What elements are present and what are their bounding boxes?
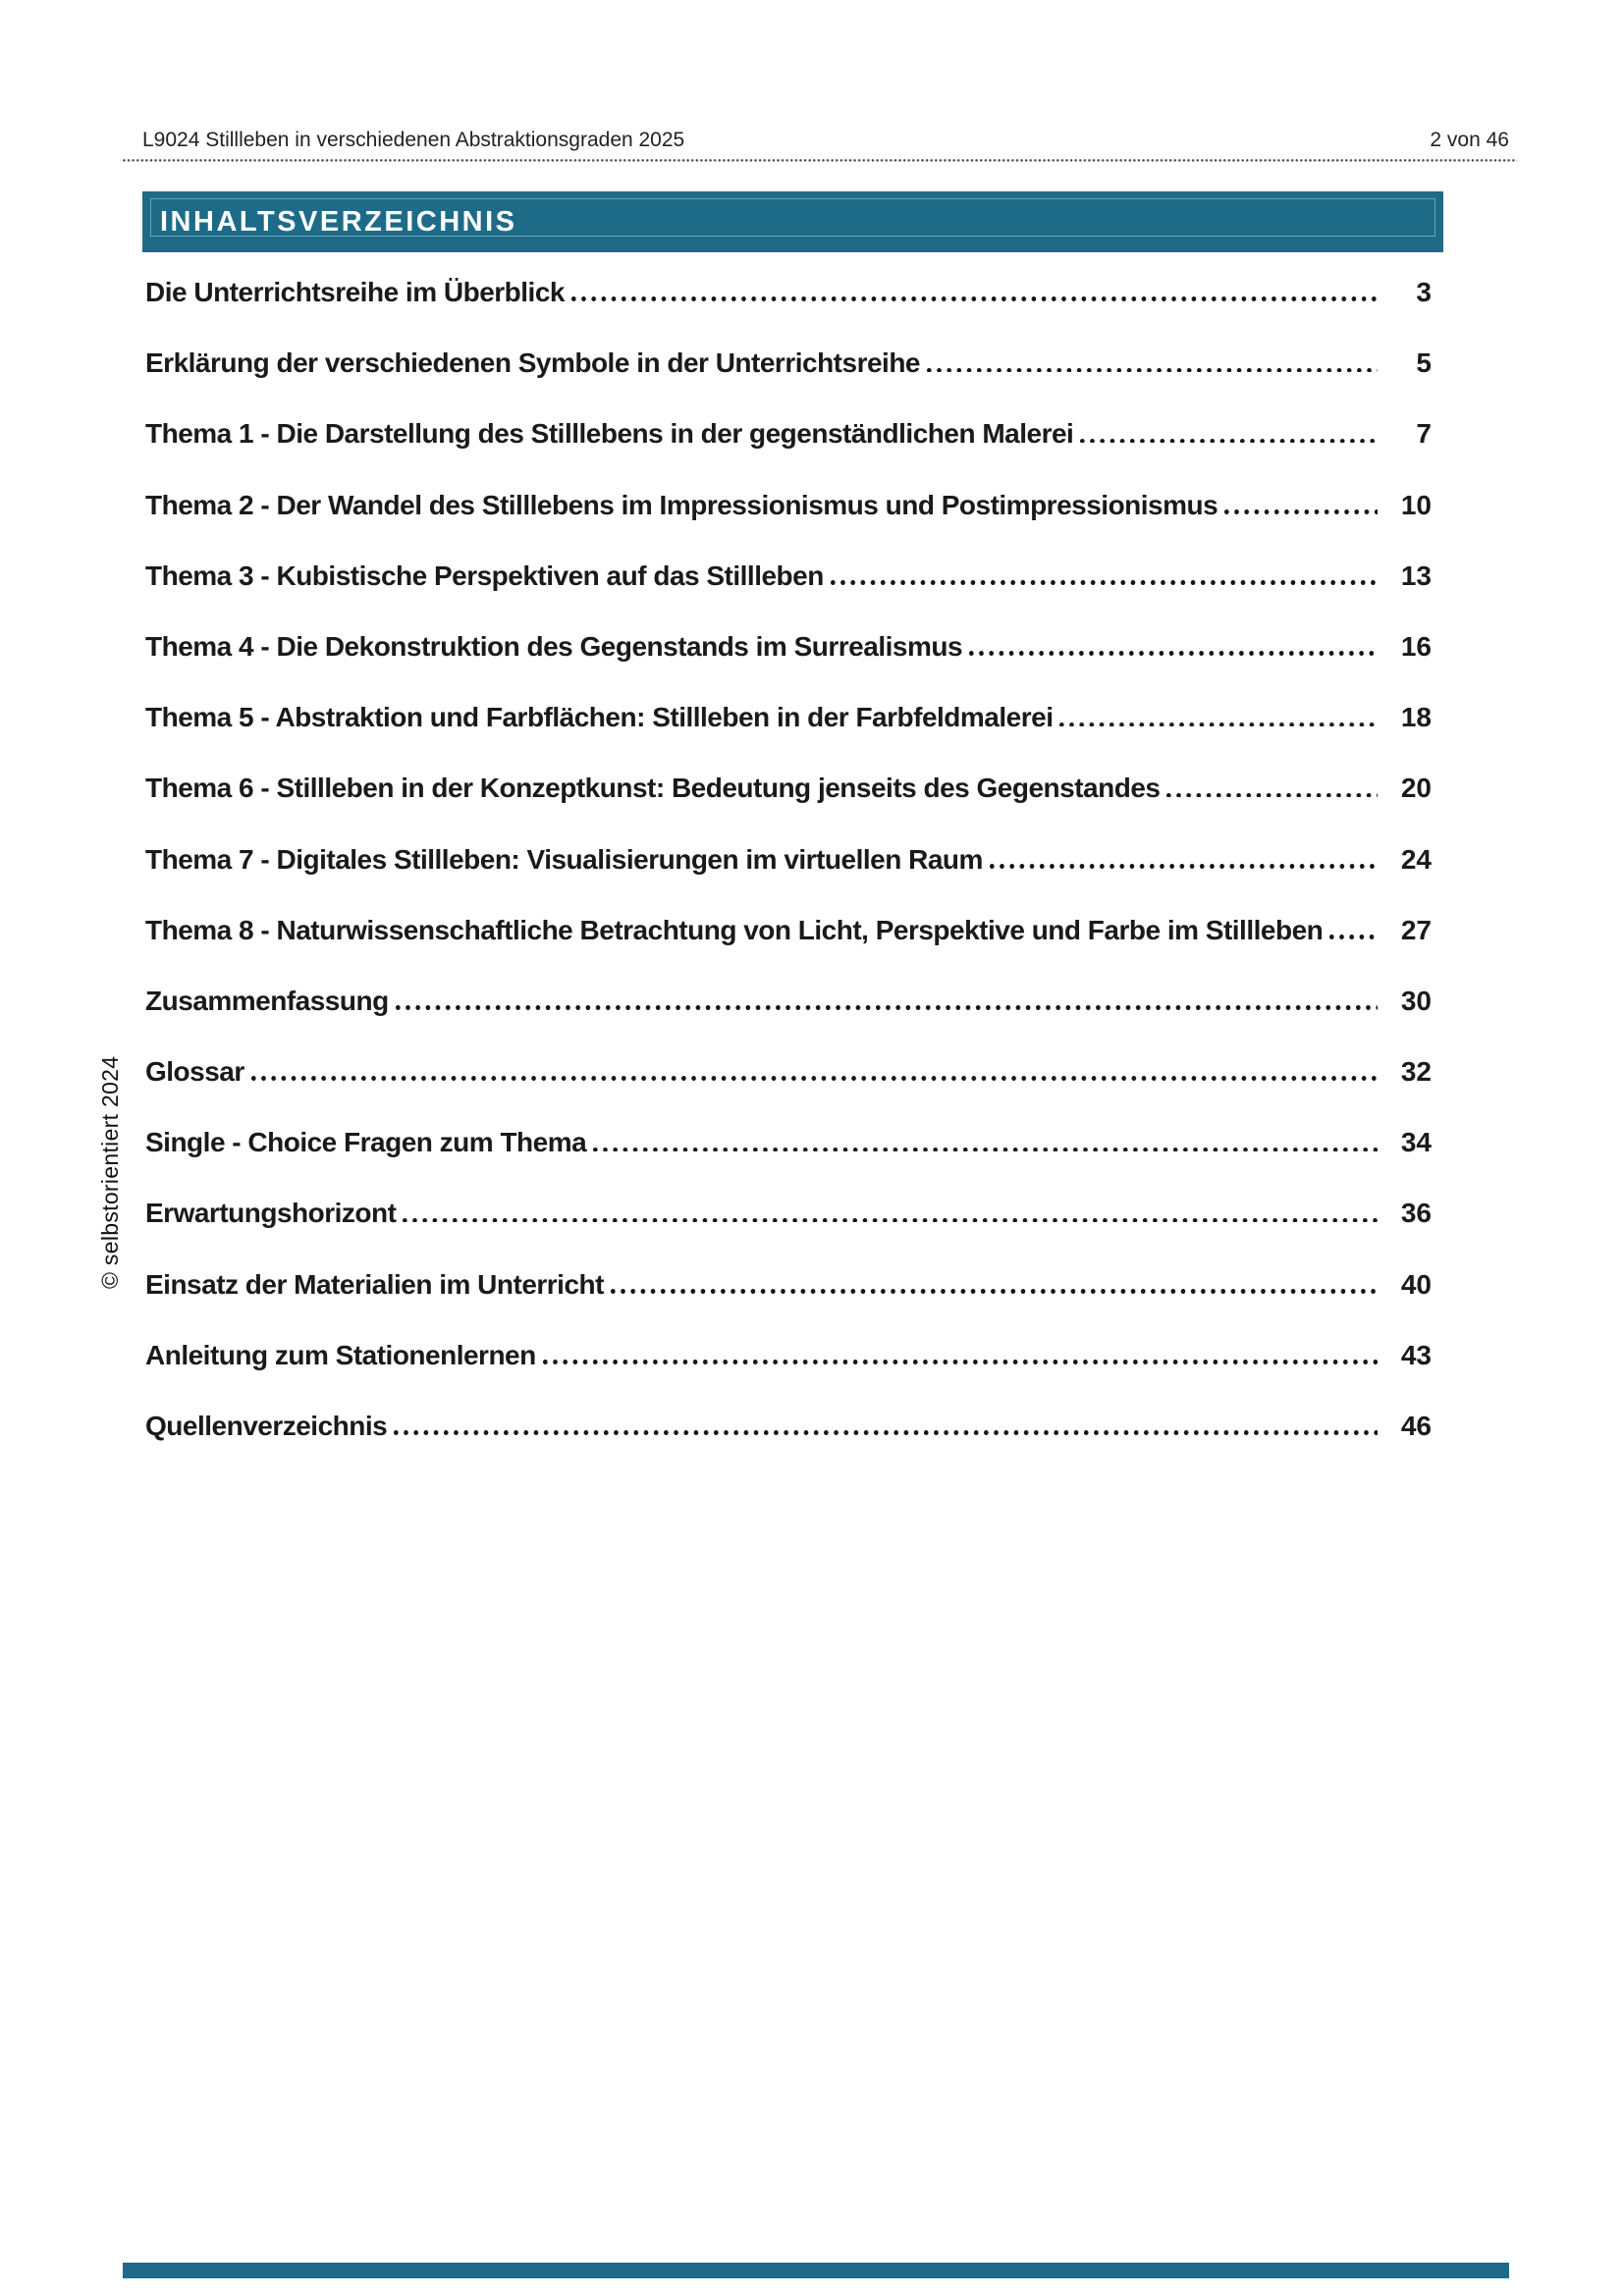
toc-list xyxy=(145,257,1432,1462)
toc-entry[interactable] xyxy=(145,328,1432,399)
header-divider xyxy=(123,159,1517,162)
toc-entry-page-number: 40 xyxy=(1400,1268,1432,1300)
toc-entry[interactable] xyxy=(145,470,1432,541)
toc-entry[interactable] xyxy=(145,541,1432,612)
toc-entry-page-number: 34 xyxy=(1400,1127,1432,1158)
toc-entry[interactable] xyxy=(145,1178,1432,1249)
toc-entry-label: Erwartungshorizont xyxy=(145,1198,397,1229)
toc-entry-label: Thema 1 - Die Darstellung des Stilllebens in der gegenständlichen Malerei xyxy=(145,418,1074,450)
toc-dot-leader xyxy=(1166,793,1378,798)
toc-entry-label: Thema 2 - Der Wandel des Stilllebens im Impressionismus und Postimpressionismus xyxy=(145,489,1218,520)
toc-entry-label: Quellenverzeichnis xyxy=(145,1411,388,1441)
toc-entry-page-number: 46 xyxy=(1400,1411,1432,1441)
toc-entry-label: Glossar xyxy=(145,1056,244,1088)
toc-entry-label: Thema 5 - Abstraktion und Farbflächen: Stillleben in der Farbfeldmalerei xyxy=(145,702,1054,733)
toc-entry-label: Die Unterrichtsreihe im Überblick xyxy=(145,277,565,307)
toc-entry[interactable] xyxy=(145,1391,1432,1462)
toc-entry-page-number: 20 xyxy=(1400,773,1432,804)
toc-entry-label: Thema 7 - Digitales Stillleben: Visualisierungen im virtuellen Raum xyxy=(145,843,983,875)
toc-entry[interactable] xyxy=(145,612,1432,682)
footer-accent-bar xyxy=(123,2263,1509,2278)
toc-entry-label: Thema 3 - Kubistische Perspektiven auf das Stillleben xyxy=(145,560,824,591)
toc-dot-leader xyxy=(396,1005,1378,1010)
toc-dot-leader xyxy=(593,1148,1378,1152)
toc-dot-leader xyxy=(394,1430,1378,1435)
toc-entry-page-number: 16 xyxy=(1400,630,1432,662)
toc-entry-page-number: 18 xyxy=(1400,702,1432,733)
toc-entry-page-number: 43 xyxy=(1400,1339,1432,1370)
toc-entry[interactable] xyxy=(145,825,1432,895)
toc-dot-leader xyxy=(571,296,1378,301)
toc-entry-label: Zusammenfassung xyxy=(145,985,389,1016)
toc-entry-label: Single - Choice Fragen zum Thema xyxy=(145,1127,587,1158)
copyright-note: © selbstorientiert 2024 xyxy=(97,1055,123,1289)
toc-dot-leader xyxy=(927,368,1378,373)
toc-entry-page-number: 7 xyxy=(1416,418,1432,450)
toc-dot-leader xyxy=(611,1289,1378,1294)
page-header xyxy=(123,129,1517,162)
toc-dot-leader xyxy=(1080,439,1378,444)
toc-entry-page-number: 36 xyxy=(1400,1198,1432,1229)
toc-entry-page-number: 27 xyxy=(1400,914,1432,945)
document-title: L9024 Stillleben in verschiedenen Abstraktionsgraden 2025 xyxy=(142,129,685,151)
toc-entry-page-number: 5 xyxy=(1416,347,1432,379)
toc-entry-page-number: 24 xyxy=(1400,843,1432,875)
toc-heading-title: INHALTSVERZEICHNIS xyxy=(160,205,517,238)
toc-entry-label: Anleitung zum Stationenlernen xyxy=(145,1339,536,1370)
toc-entry[interactable] xyxy=(145,753,1432,824)
toc-entry[interactable] xyxy=(145,1107,1432,1178)
toc-entry-label: Thema 4 - Die Dekonstruktion des Gegenstands im Surrealismus xyxy=(145,630,963,662)
toc-entry[interactable] xyxy=(145,1320,1432,1391)
toc-entry[interactable] xyxy=(145,895,1432,966)
toc-entry-page-number: 10 xyxy=(1400,489,1432,520)
toc-entry-page-number: 3 xyxy=(1416,277,1432,307)
toc-entry-label: Thema 6 - Stillleben in der Konzeptkunst: Bedeutung jenseits des Gegenstandes xyxy=(145,773,1161,804)
toc-entry-page-number: 32 xyxy=(1400,1056,1432,1088)
toc-dot-leader xyxy=(543,1360,1378,1364)
toc-dot-leader xyxy=(990,864,1378,869)
toc-entry[interactable] xyxy=(145,257,1432,328)
toc-dot-leader xyxy=(251,1076,1378,1081)
toc-dot-leader xyxy=(1329,934,1378,939)
toc-entry-label: Erklärung der verschiedenen Symbole in der Unterrichtsreihe xyxy=(145,347,920,379)
toc-entry[interactable] xyxy=(145,1250,1432,1320)
toc-entry[interactable] xyxy=(145,1037,1432,1107)
toc-entry[interactable] xyxy=(145,966,1432,1037)
toc-dot-leader xyxy=(831,580,1378,585)
toc-dot-leader xyxy=(1224,509,1378,514)
toc-entry[interactable] xyxy=(145,399,1432,469)
toc-entry[interactable] xyxy=(145,682,1432,753)
toc-heading-banner xyxy=(142,191,1443,252)
toc-entry-label: Thema 8 - Naturwissenschaftliche Betrachtung von Licht, Perspektive und Farbe im Stillleben xyxy=(145,914,1324,945)
toc-entry-label: Einsatz der Materialien im Unterricht xyxy=(145,1268,604,1300)
toc-entry-page-number: 30 xyxy=(1400,985,1432,1016)
toc-dot-leader xyxy=(403,1218,1378,1223)
page-number-indicator: 2 von 46 xyxy=(1430,129,1509,151)
toc-entry-page-number: 13 xyxy=(1400,560,1432,591)
toc-dot-leader xyxy=(969,651,1378,656)
toc-dot-leader xyxy=(1059,722,1378,727)
